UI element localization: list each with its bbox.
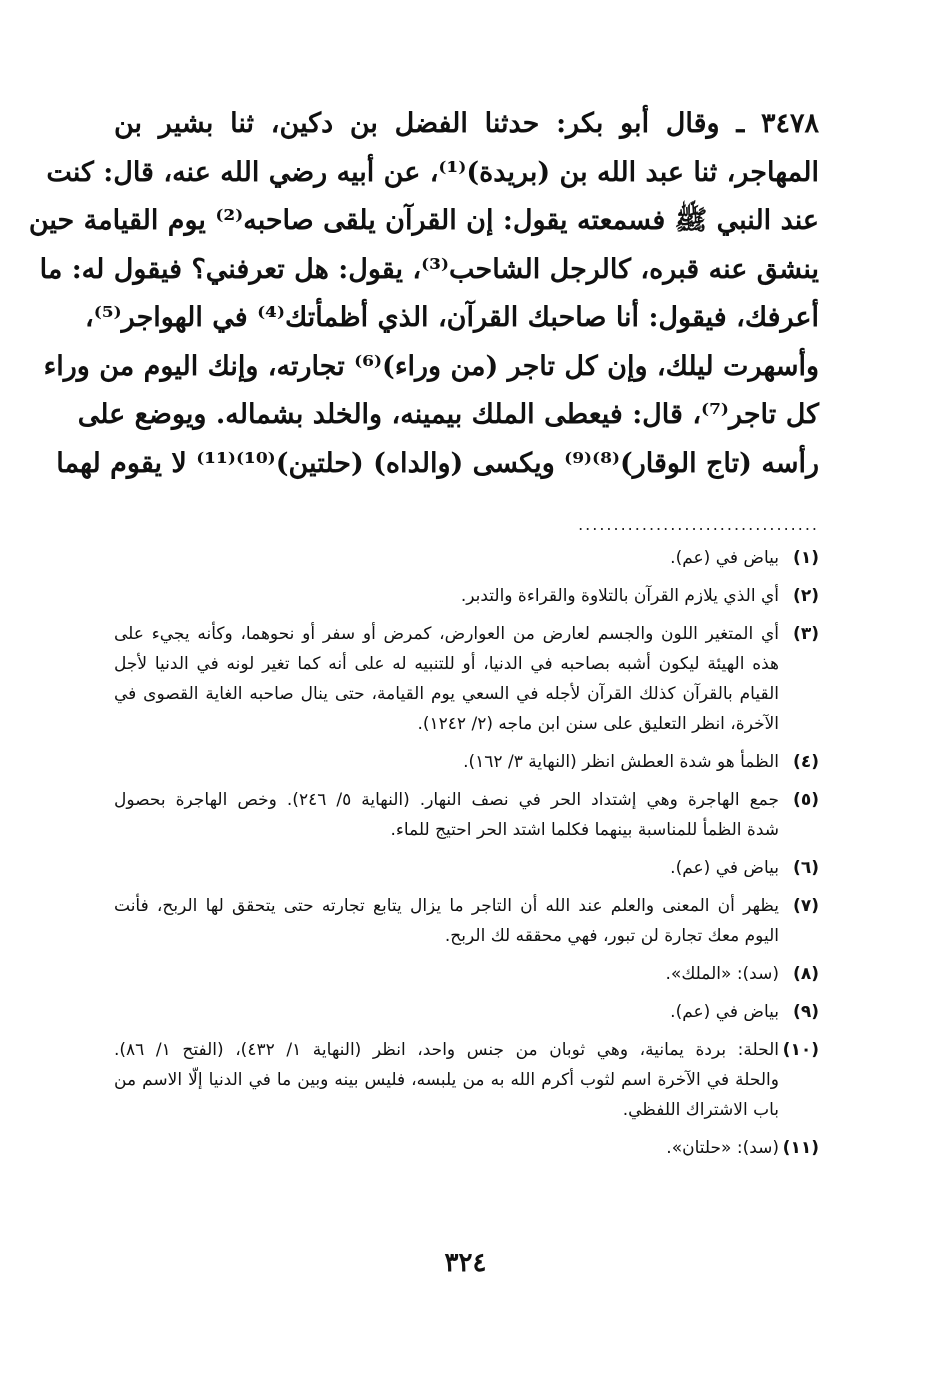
page-number: ٣٢٤	[444, 1248, 487, 1278]
footnote-10	[114, 1035, 819, 1125]
footnote-line: (سد): «الملك».	[665, 964, 779, 984]
footnote-line: (سد): «حلتان».	[666, 1138, 779, 1158]
footnote-number: (٥)	[793, 790, 819, 810]
footnote-line: القيام بالقرآن كذلك القرآن لأجله في السعي يوم القيامة، حتى ينال صاحبه الغاية القصوى في	[114, 684, 779, 704]
footnote-text	[114, 997, 779, 1027]
footnote-line: أي الذي يلازم القرآن بالتلاوة والقراءة والتدبر.	[460, 586, 779, 606]
footnote-4	[114, 747, 819, 777]
hadith-line: ينشق عنه قبره، كالرجل الشاحب⁽³⁾، يقول: هل تعرفني؟ فيقول له: ما	[39, 253, 819, 285]
hadith-line: أعرفك، فيقول: أنا صاحبك القرآن، الذي أظمأتك⁽⁴⁾ في الهواجر⁽⁵⁾،	[85, 302, 819, 333]
footnote-line: شدة الظمأ للمناسبة بينهما فكلما اشتد الحر احتيج للماء.	[390, 820, 779, 840]
hadith-line: رأسه (تاج الوقار)⁽⁸⁾⁽⁹⁾ ويكسى (والداه) (حلتين)⁽¹⁰⁾⁽¹¹⁾ لا يقوم لهما	[56, 447, 819, 479]
footnote-line: باب الاشتراك اللفظي.	[622, 1100, 779, 1120]
footnote-number: (٧)	[793, 896, 819, 916]
footnote-1	[114, 543, 819, 573]
footnote-text	[114, 853, 779, 883]
footnote-text	[114, 619, 779, 739]
hadith-line: كل تاجر⁽⁷⁾، قال: فيعطى الملك بيمينه، والخلد بشماله. ويوضع على	[77, 399, 819, 430]
footnote-6	[114, 853, 819, 883]
footnote-line: أي المتغير اللون والجسم لعارض من العوارض، كمرض أو سفر أو نحوهما، وكأنه يجيء على	[114, 624, 779, 644]
footnote-number: (٨)	[793, 964, 819, 984]
footnote-9	[114, 997, 819, 1027]
hadith-line: وأسهرت ليلك، وإن كل تاجر (من وراء)⁽⁶⁾ تجارته، وإنك اليوم من وراء	[43, 350, 819, 382]
hadith-line: عند النبي ﷺ فسمعته يقول: إن القرآن يلقى صاحبه⁽²⁾ يوم القيامة حين	[28, 205, 819, 236]
footnote-line: اليوم معك تجارة لن تبور، فهي محققه لك الربح.	[444, 926, 779, 946]
footnote-text	[114, 543, 779, 573]
footnote-number: (١٠)	[782, 1040, 819, 1060]
footnote-text	[114, 1133, 779, 1163]
footnote-line: والحلة في الآخرة اسم لثوب أكرم الله به من يلبسه، فليس بينه وبين ما في الدنيا إلّا الاسم من	[114, 1070, 779, 1090]
footnote-5	[114, 785, 819, 845]
hadith-text	[28, 100, 819, 488]
hadith-line: المهاجر، ثنا عبد الله بن (بريدة)⁽¹⁾، عن أبيه رضي الله عنه، قال: كنت	[46, 156, 819, 188]
footnote-text	[114, 1035, 779, 1125]
footnote-text	[114, 581, 779, 611]
footnote-number: (٤)	[793, 752, 819, 772]
footnote-number: (١١)	[782, 1138, 819, 1158]
footnote-line: الآخرة، انظر التعليق على سنن ابن ماجه (٢/ ١٢٤٢).	[417, 714, 779, 734]
footnote-line: يظهر أن المعنى والعلم عند الله أن التاجر ما يزال يتابع تجارته حتى يتحقق لها الربح، فأنت	[114, 896, 779, 916]
footnote-line: الحلة: بردة يمانية، وهي ثوبان من جنس واحد، انظر (النهاية ١/ ٤٣٢)، (الفتح ١/ ٨٦).	[114, 1040, 779, 1060]
footnote-line: بياض في (عم).	[670, 1002, 779, 1022]
footnote-11	[114, 1133, 819, 1163]
footnotes	[114, 543, 819, 1171]
footnote-number: (١)	[793, 548, 819, 568]
hadith-line: ٣٤٧٨ ـ وقال أبو بكر: حدثنا الفضل بن دكين، ثنا بشير بن	[114, 108, 819, 139]
footnote-line: جمع الهاجرة وهي إشتداد الحر في نصف النهار. (النهاية ٥/ ٢٤٦). وخص الهاجرة بحصول	[114, 790, 779, 810]
footnote-number: (٩)	[793, 1002, 819, 1022]
footnote-2	[114, 581, 819, 611]
footnote-8	[114, 959, 819, 989]
footnote-number: (٣)	[793, 624, 819, 644]
footnote-separator: ..................................	[578, 515, 819, 534]
footnote-line: الظمأ هو شدة العطش انظر (النهاية ٣/ ١٦٢).	[463, 752, 779, 772]
footnote-7	[114, 891, 819, 951]
footnote-text	[114, 785, 779, 845]
footnote-text	[114, 891, 779, 951]
footnote-text	[114, 747, 779, 777]
footnote-line: بياض في (عم).	[670, 548, 779, 568]
footnote-number: (٦)	[793, 858, 819, 878]
footnote-number: (٢)	[793, 586, 819, 606]
footnote-3	[114, 619, 819, 739]
footnote-line: هذه الهيئة ليكون أشبه بصاحبه في الدنيا، أو للتنبيه له على أنه كما تغير لونه في الدنيا لأجل	[114, 654, 779, 674]
footnote-line: بياض في (عم).	[670, 858, 779, 878]
footnote-text	[114, 959, 779, 989]
